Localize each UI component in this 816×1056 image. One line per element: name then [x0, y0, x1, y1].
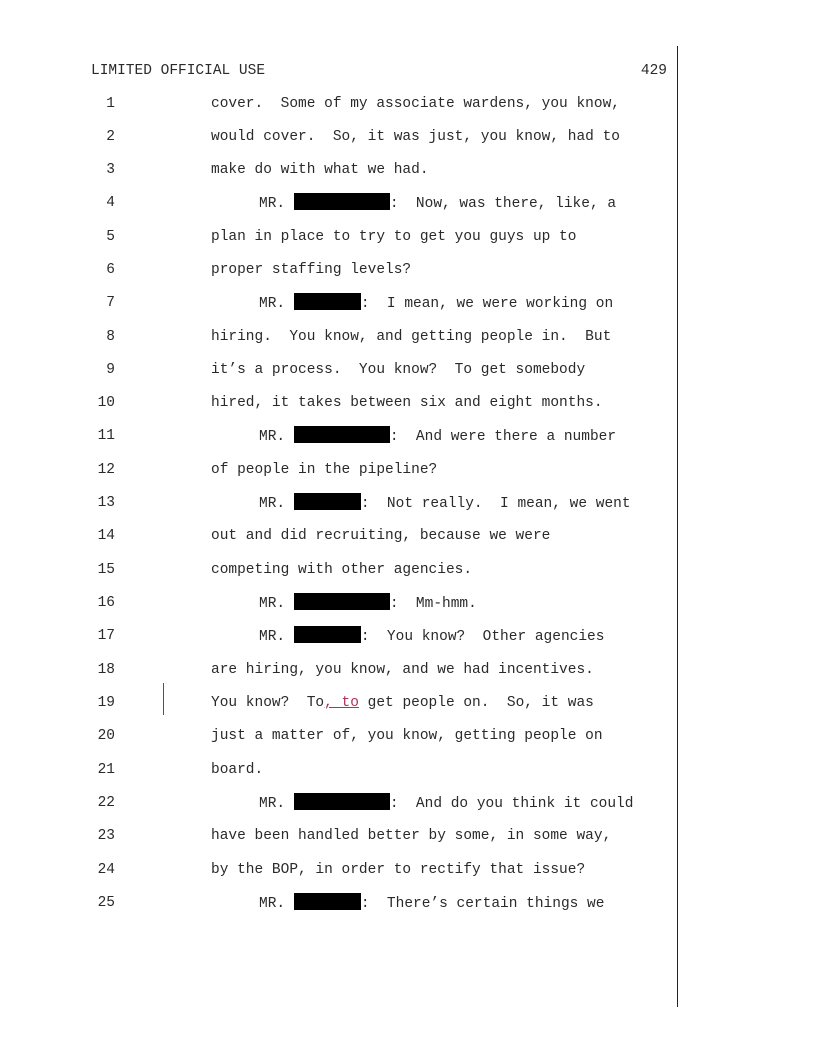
line-text-after-insert: get people on. So, it was	[358, 695, 594, 711]
line-text: board.	[211, 762, 264, 778]
line-number: 1	[106, 96, 115, 112]
transcript-line	[0, 526, 816, 546]
transcript-line	[0, 327, 816, 347]
line-number: 13	[97, 495, 115, 511]
line-text: of people in the pipeline?	[211, 462, 438, 478]
line-text: : Now, was there, like, a	[389, 196, 617, 212]
line-text: have been handled better by some, in some way,	[211, 828, 612, 844]
line-text: : Not really. I mean, we went	[360, 496, 631, 512]
line-number: 4	[106, 195, 115, 211]
line-number: 12	[97, 462, 115, 478]
transcript-line	[0, 660, 816, 680]
transcript-line	[0, 826, 816, 846]
line-number: 6	[106, 262, 115, 278]
line-text: are hiring, you know, and we had incentives.	[211, 662, 594, 678]
speaker-prefix: MR.	[259, 429, 286, 445]
line-number: 22	[97, 795, 115, 811]
redaction-block	[294, 426, 390, 443]
redaction-block	[294, 793, 390, 810]
speaker-prefix: MR.	[259, 796, 286, 812]
line-text: : And do you think it could	[389, 796, 634, 812]
line-number: 14	[97, 528, 115, 544]
redaction-block	[294, 293, 361, 310]
speaker-prefix: MR.	[259, 496, 286, 512]
line-number: 11	[97, 428, 115, 444]
line-number: 15	[97, 562, 115, 578]
line-number: 19	[97, 695, 115, 711]
transcript-line	[0, 626, 816, 646]
line-number: 10	[97, 395, 115, 411]
transcript-line	[0, 493, 816, 513]
line-text: hiring. You know, and getting people in. But	[211, 329, 612, 345]
transcript-line	[0, 260, 816, 280]
line-text: it’s a process. You know? To get somebody	[211, 362, 586, 378]
line-text: just a matter of, you know, getting people on	[211, 728, 603, 744]
line-text: plan in place to try to get you guys up to	[211, 229, 577, 245]
redaction-block	[294, 493, 361, 510]
line-text: : And were there a number	[389, 429, 617, 445]
speaker-line	[259, 626, 604, 647]
transcript-line	[0, 860, 816, 880]
line-text: make do with what we had.	[211, 162, 429, 178]
transcript-line	[0, 360, 816, 380]
transcript-line	[0, 94, 816, 114]
speaker-prefix: MR.	[259, 629, 286, 645]
transcript-line	[0, 393, 816, 413]
speaker-prefix: MR.	[259, 296, 286, 312]
line-number: 8	[106, 329, 115, 345]
page-header-classification: LIMITED OFFICIAL USE	[91, 63, 266, 79]
transcript-line	[0, 293, 816, 313]
line-number: 24	[97, 862, 115, 878]
line-text: : I mean, we were working on	[360, 296, 614, 312]
speaker-line	[259, 293, 613, 314]
line-number: 17	[97, 628, 115, 644]
speaker-line	[259, 893, 604, 914]
redaction-block	[294, 193, 390, 210]
transcript-line	[0, 160, 816, 180]
redaction-block	[294, 893, 361, 910]
transcript-line	[0, 460, 816, 480]
line-number: 21	[97, 762, 115, 778]
transcript-line	[0, 726, 816, 746]
line-number: 18	[97, 662, 115, 678]
transcript-line	[0, 593, 816, 613]
line-text	[211, 693, 594, 713]
redaction-block	[294, 626, 361, 643]
line-number: 25	[97, 895, 115, 911]
transcript-line	[0, 693, 816, 713]
line-number: 23	[97, 828, 115, 844]
transcript-line	[0, 426, 816, 446]
speaker-line	[259, 593, 477, 614]
page-number: 429	[640, 63, 667, 79]
line-number: 7	[106, 295, 115, 311]
line-number: 9	[106, 362, 115, 378]
line-text: would cover. So, it was just, you know, had to	[211, 129, 620, 145]
speaker-line	[259, 426, 616, 447]
line-number: 3	[106, 162, 115, 178]
line-number: 16	[97, 595, 115, 611]
speaker-prefix: MR.	[259, 596, 286, 612]
redaction-block	[294, 593, 390, 610]
transcript-line	[0, 127, 816, 147]
tracked-insertion: , to	[324, 695, 359, 711]
line-text: by the BOP, in order to rectify that issue?	[211, 862, 586, 878]
line-number: 2	[106, 129, 115, 145]
line-text: hired, it takes between six and eight months.	[211, 395, 603, 411]
transcript-line	[0, 560, 816, 580]
line-text: proper staffing levels?	[211, 262, 412, 278]
speaker-line	[259, 493, 631, 514]
transcript-line	[0, 193, 816, 213]
transcript-line	[0, 893, 816, 913]
transcript-line	[0, 227, 816, 247]
line-number: 20	[97, 728, 115, 744]
transcript-line	[0, 760, 816, 780]
line-number: 5	[106, 229, 115, 245]
line-text: cover. Some of my associate wardens, you know,	[211, 96, 620, 112]
line-text: : There’s certain things we	[360, 896, 605, 912]
line-text: competing with other agencies.	[211, 562, 473, 578]
line-text: out and did recruiting, because we were	[211, 528, 551, 544]
speaker-line	[259, 193, 616, 214]
transcript-line	[0, 793, 816, 813]
line-text-before-insert: You know? To	[211, 695, 325, 711]
speaker-line	[259, 793, 633, 814]
line-text: : Mm-hmm.	[389, 596, 477, 612]
speaker-prefix: MR.	[259, 196, 286, 212]
speaker-prefix: MR.	[259, 896, 286, 912]
line-text: : You know? Other agencies	[360, 629, 605, 645]
